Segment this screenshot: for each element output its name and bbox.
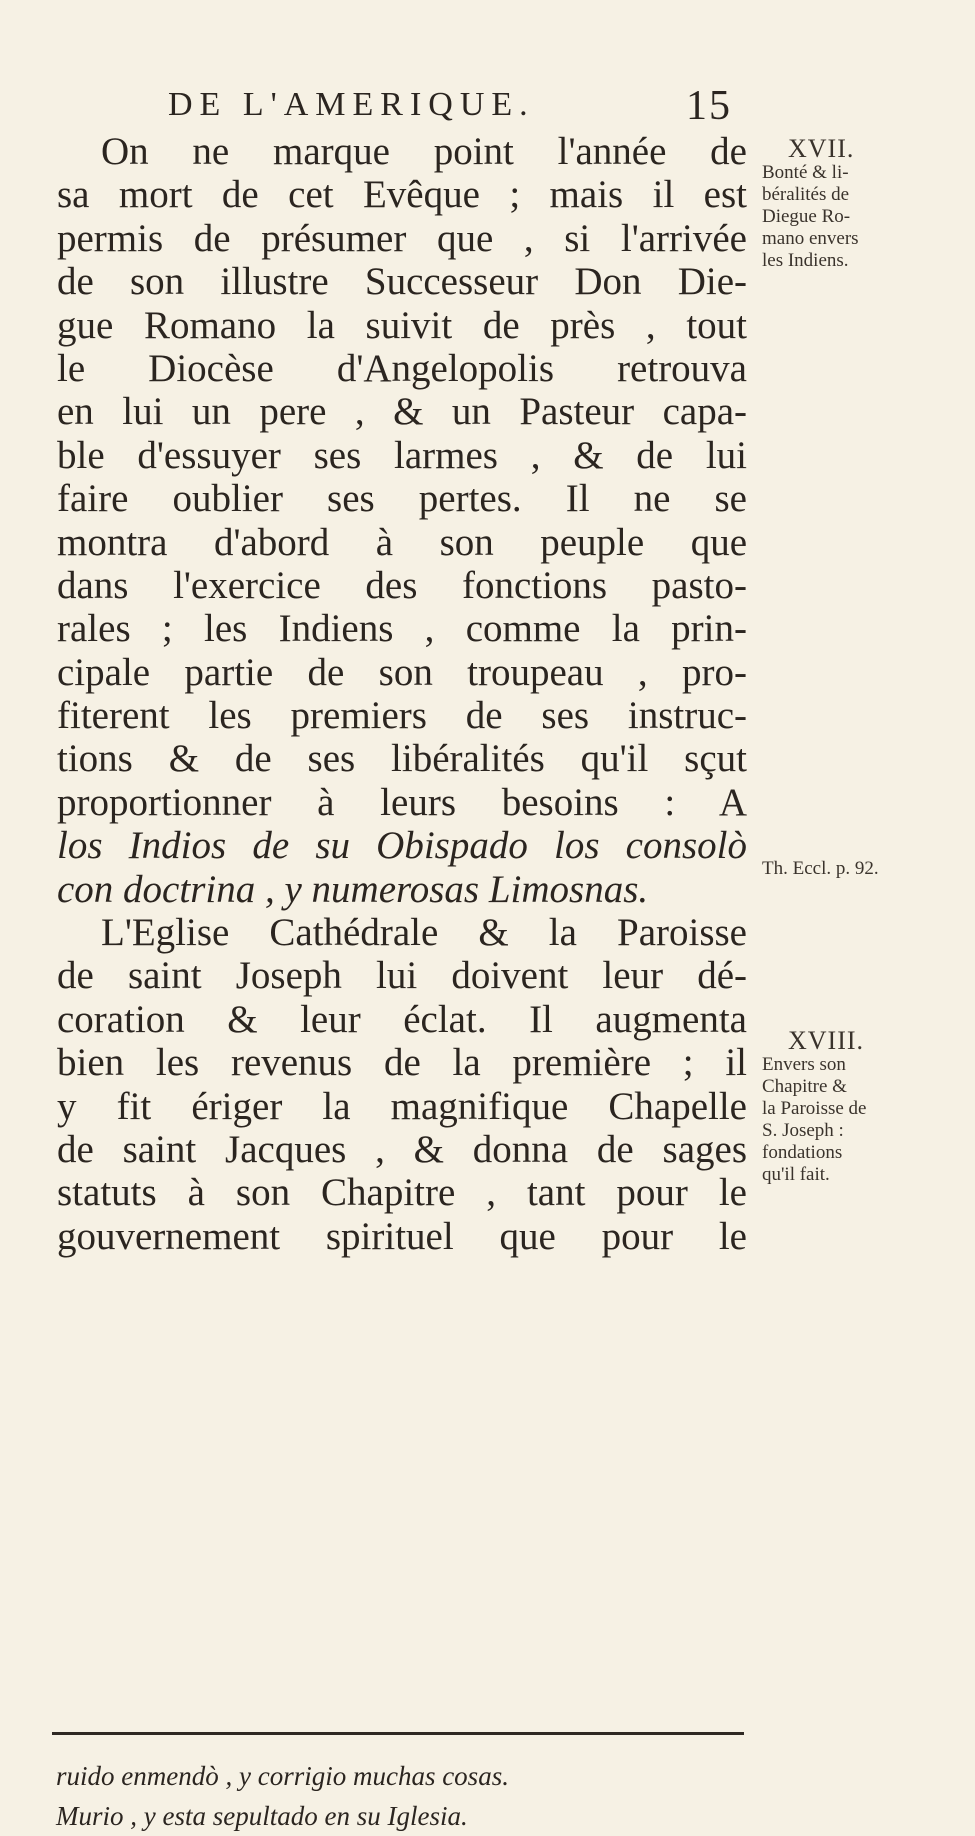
text-line: cipale partie de son troupeau , pro-	[57, 650, 747, 694]
text-line: gouvernement spirituel que pour le	[57, 1214, 747, 1258]
text-line: fiterent les premiers de ses instruc-	[57, 694, 747, 738]
main-text	[57, 130, 747, 1258]
running-title: DE L'AMERIQUE.	[168, 86, 535, 123]
margin-note-line: les Indiens.	[762, 250, 849, 271]
text-line: sa mort de cet Evêque ; mais il est	[57, 173, 747, 217]
page-number: 15	[686, 83, 732, 129]
text-line: permis de présumer que , si l'arrivée	[57, 216, 747, 260]
footnote-line: Murio , y esta sepultado en su Iglesia.	[56, 1801, 468, 1831]
margin-note-line: Envers son	[762, 1054, 846, 1075]
text-line: le Diocèse d'Angelopolis retrouva	[57, 346, 747, 390]
text-line: bien les revenus de la première ; il	[57, 1041, 747, 1085]
text-line: rales ; les Indiens , comme la prin-	[57, 607, 747, 651]
margin-note-line: S. Joseph :	[762, 1120, 844, 1141]
footnote-rule	[52, 1732, 744, 1735]
quoted-spanish-line: con doctrina , y numerosas Limosnas.	[57, 867, 649, 911]
text-line: gue Romano la suivit de près , tout	[57, 303, 747, 347]
text-line: On ne marque point l'année de	[101, 130, 747, 173]
text-line: coration & leur éclat. Il augmenta	[57, 997, 747, 1041]
footnote	[56, 1756, 746, 1836]
margin-note-line: la Paroisse de	[762, 1098, 867, 1119]
text-line: montra d'abord à son peuple que	[57, 520, 747, 564]
margin-note-line: fondations	[762, 1142, 843, 1163]
margin-note-number: XVIII.	[788, 1026, 865, 1055]
footnote-line: ruido enmendò , y corrigio muchas cosas.	[56, 1761, 509, 1791]
margin-note-line: Chapitre &	[762, 1076, 847, 1097]
text-line: tions & de ses libéralités qu'il sçut	[57, 737, 747, 781]
text-line: ble d'essuyer ses larmes , & de lui	[57, 433, 747, 477]
text-line: de son illustre Successeur Don Die-	[57, 260, 747, 304]
text-line: de saint Jacques , & donna de sages	[57, 1127, 747, 1171]
margin-note-line: mano envers	[762, 228, 859, 249]
text-line: de saint Joseph lui doivent leur dé-	[57, 954, 747, 998]
text-line: L'Eglise Cathédrale & la Paroisse	[101, 911, 747, 955]
margin-note-line: qu'il fait.	[762, 1164, 830, 1185]
reference-text: Th. Eccl. p. 92.	[762, 858, 879, 879]
quoted-spanish-line: los Indios de su Obispado los consolò	[57, 824, 747, 868]
text-line: en lui un pere , & un Pasteur capa-	[57, 390, 747, 434]
text-line: faire oublier ses pertes. Il ne se	[57, 477, 747, 521]
margin-note-line: Diegue Ro-	[762, 206, 851, 227]
text-line: statuts à son Chapitre , tant pour le	[57, 1171, 747, 1215]
margin-note-xviii	[762, 1028, 972, 1186]
margin-note-number: XVII.	[788, 134, 855, 163]
margin-reference	[762, 858, 972, 880]
text-line: proportionner à leurs besoins : A	[57, 780, 747, 824]
margin-note-xvii	[762, 136, 972, 272]
running-header	[168, 83, 768, 134]
margin-note-line: béralités de	[762, 184, 850, 205]
margin-note-line: Bonté & li-	[762, 162, 849, 183]
text-line: dans l'exercice des fonctions pasto-	[57, 563, 747, 607]
text-line: y fit ériger la magnifique Chapelle	[57, 1084, 747, 1128]
